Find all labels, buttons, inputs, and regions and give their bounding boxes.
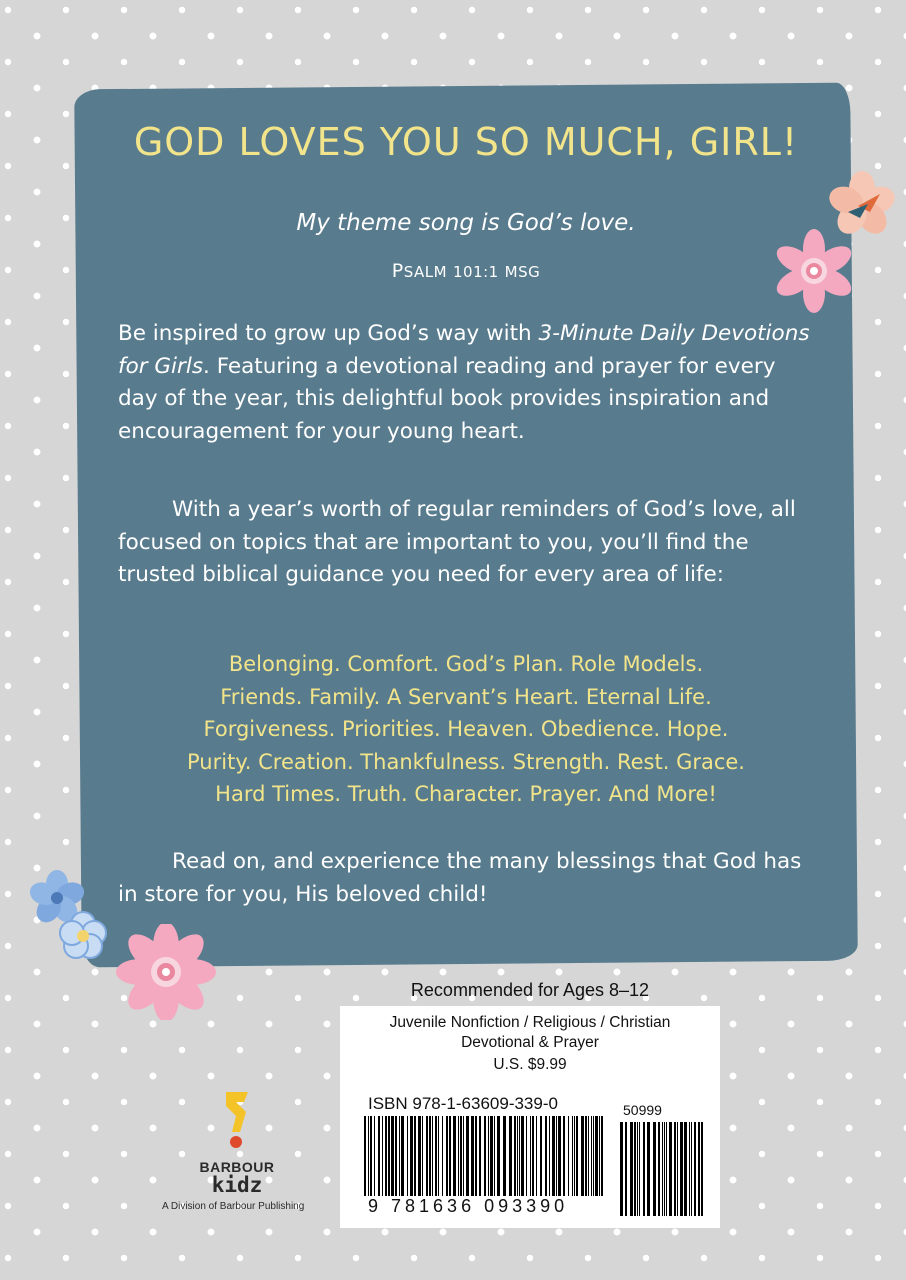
topics-line: Hard Times. Truth. Character. Prayer. And More!: [215, 782, 717, 806]
barcode-bar: [368, 1116, 369, 1196]
barcode-bar: [442, 1116, 443, 1196]
closing-paragraph: Read on, and experience the many blessings that God has in store for you, His beloved child!: [118, 849, 802, 907]
barcode-bar: [701, 1122, 703, 1216]
barcode-bar: [521, 1116, 524, 1196]
barcode-bar: [669, 1122, 672, 1216]
publisher-division: A Division of Barbour Publishing: [162, 1201, 305, 1212]
topics-line: Friends. Family. A Servant’s Heart. Eternal Life.: [220, 684, 712, 709]
publisher-imprint: kidz: [211, 1173, 263, 1197]
barcode-bar: [526, 1116, 527, 1196]
barcode-bar: [634, 1122, 636, 1216]
barcode-bar: [422, 1116, 423, 1196]
barcode-bar: [401, 1116, 404, 1196]
barcode-bar: [666, 1122, 667, 1216]
large-pink-flower-icon: [106, 924, 228, 1020]
barcode-bar: [680, 1122, 683, 1216]
barcode-bar: [530, 1116, 531, 1196]
barcode-bar: [658, 1122, 660, 1216]
barcode-bar: [446, 1116, 448, 1196]
barcode-bar: [460, 1116, 462, 1196]
verse-reference-text: PSALM 101:1 MSG: [391, 260, 541, 282]
barcode-bar: [625, 1122, 627, 1216]
barcode-bar: [449, 1116, 451, 1196]
barcode-bar: [552, 1116, 555, 1196]
barcode-bar: [647, 1122, 650, 1216]
barcode-bar: [593, 1116, 594, 1196]
barcode-bar: [453, 1116, 456, 1196]
barcode-bar: [574, 1116, 575, 1196]
barcode-bar: [509, 1116, 512, 1196]
barcode-bar: [568, 1116, 569, 1196]
verse-reference: [78, 260, 854, 282]
barcode-bar: [395, 1116, 397, 1196]
publisher-logo: [162, 1090, 305, 1212]
barcode-bar: [549, 1116, 550, 1196]
price: U.S. $9.99: [493, 1056, 567, 1073]
barcode-bar: [418, 1116, 421, 1196]
barcode-bar: [429, 1116, 431, 1196]
barcode-bar: [407, 1116, 408, 1196]
barcode-bar: [558, 1116, 561, 1196]
barcode-bar: [653, 1122, 656, 1216]
barcode-bar: [490, 1116, 493, 1196]
verse-text: My theme song is God’s love.: [296, 210, 636, 236]
barcode-bar: [662, 1122, 663, 1216]
barcode-bar: [399, 1116, 400, 1196]
barcode-bar: [503, 1116, 506, 1196]
barcode-bar: [591, 1116, 592, 1196]
barcode-bar: [414, 1116, 416, 1196]
barcode-bar: [374, 1116, 375, 1196]
barcode-bar: [689, 1122, 690, 1216]
barcode-bar: [364, 1116, 366, 1196]
barcode-bar: [691, 1122, 692, 1216]
barcode-bar: [466, 1116, 469, 1196]
barcode-bar: [664, 1122, 665, 1216]
barcode-bar: [684, 1122, 687, 1216]
headline: GOD LOVES YOU SO MUCH, GIRL!: [133, 120, 799, 164]
barcode-bar: [514, 1116, 516, 1196]
barcode-bar: [370, 1116, 372, 1196]
barcode-bar: [536, 1116, 537, 1196]
barcode-bar: [677, 1122, 678, 1216]
barcode-bar: [517, 1116, 518, 1196]
barcode-bar: [572, 1116, 573, 1196]
barcode-bar: [426, 1116, 428, 1196]
topics-line: Purity. Creation. Thankfulness. Strength. Rest. Grace.: [187, 749, 745, 774]
isbn-text: ISBN 978-1-63609-339-0: [368, 1094, 558, 1113]
barcode-bar: [388, 1116, 390, 1196]
barcode-bar: [694, 1122, 696, 1216]
barcode-bar: [471, 1116, 474, 1196]
barcode-bar: [581, 1116, 584, 1196]
barcode-bar: [432, 1116, 433, 1196]
barcode-bar: [556, 1116, 557, 1196]
barcode-bar: [479, 1116, 481, 1196]
intro-paragraph: [118, 318, 818, 448]
barcode-bar: [497, 1116, 500, 1196]
barcode-bar: [620, 1122, 623, 1216]
barcode-bar: [519, 1116, 520, 1196]
book-title: 3-Minute Daily Devotions for Girls: [118, 321, 810, 379]
barcode-bar: [463, 1116, 464, 1196]
price-barcode: [620, 1122, 706, 1216]
barcode-bar: [563, 1116, 565, 1196]
barcode-digits: 9 781636 093390: [368, 1196, 569, 1216]
barcode-bar: [382, 1116, 383, 1196]
barcode-bar: [438, 1116, 439, 1196]
barcode-bar: [674, 1122, 676, 1216]
barcode-bar: [576, 1116, 578, 1196]
barcode-bar: [540, 1116, 542, 1196]
barcode-bar: [385, 1116, 387, 1196]
barcode-bar: [494, 1116, 495, 1196]
barcode-bar: [601, 1116, 603, 1196]
intro-text-b: . Featuring a devotional reading and prayer for every day of the year, this delightful book provides inspiration and encouragement for your young heart.: [118, 353, 776, 444]
barcode-bar: [639, 1122, 640, 1216]
barcode-bar: [698, 1122, 700, 1216]
barcode-bar: [585, 1116, 587, 1196]
isbn-barcode: [364, 1116, 604, 1196]
barcode-bar: [435, 1116, 437, 1196]
topics-line: Forgiveness. Priorities. Heaven. Obedience. Hope.: [203, 717, 729, 741]
barcode-bar: [595, 1116, 598, 1196]
category-line-1: Juvenile Nonfiction / Religious / Christian: [389, 1014, 671, 1031]
age-recommendation: Recommended for Ages 8–12: [410, 980, 650, 1000]
barcode-bar: [532, 1116, 534, 1196]
barcode-bar: [458, 1116, 459, 1196]
barcode-bar: [630, 1122, 633, 1216]
barcode-bar: [588, 1116, 589, 1196]
barcode-bar: [475, 1116, 477, 1196]
topics-list: [100, 648, 832, 811]
publisher-name: BARBOUR: [199, 1159, 275, 1175]
barcode-bar: [391, 1116, 394, 1196]
price-code: 50999: [623, 1102, 662, 1118]
barcode-bar: [637, 1122, 638, 1216]
barcode-bar: [599, 1116, 600, 1196]
barcode-bar: [488, 1116, 489, 1196]
pink-flower-icon: [766, 226, 862, 316]
category-line-2: Devotional & Prayer: [461, 1034, 599, 1051]
exclamation-logo-icon: [222, 1090, 252, 1150]
barcode-bar: [643, 1122, 645, 1216]
barcode-label: [340, 1006, 720, 1228]
barcode-bar: [484, 1116, 486, 1196]
intro-text-a: Be inspired to grow up God’s way with: [118, 321, 539, 346]
barcode-bar: [410, 1116, 413, 1196]
second-paragraph: With a year’s worth of regular reminders of God’s love, all focused on topics that are important to you, you’ll find the trusted biblical guidance you need for every area of life:: [118, 497, 796, 587]
barcode-bar: [378, 1116, 380, 1196]
barcode-bar: [545, 1116, 547, 1196]
topics-line: Belonging. Comfort. God’s Plan. Role Models.: [228, 652, 704, 676]
